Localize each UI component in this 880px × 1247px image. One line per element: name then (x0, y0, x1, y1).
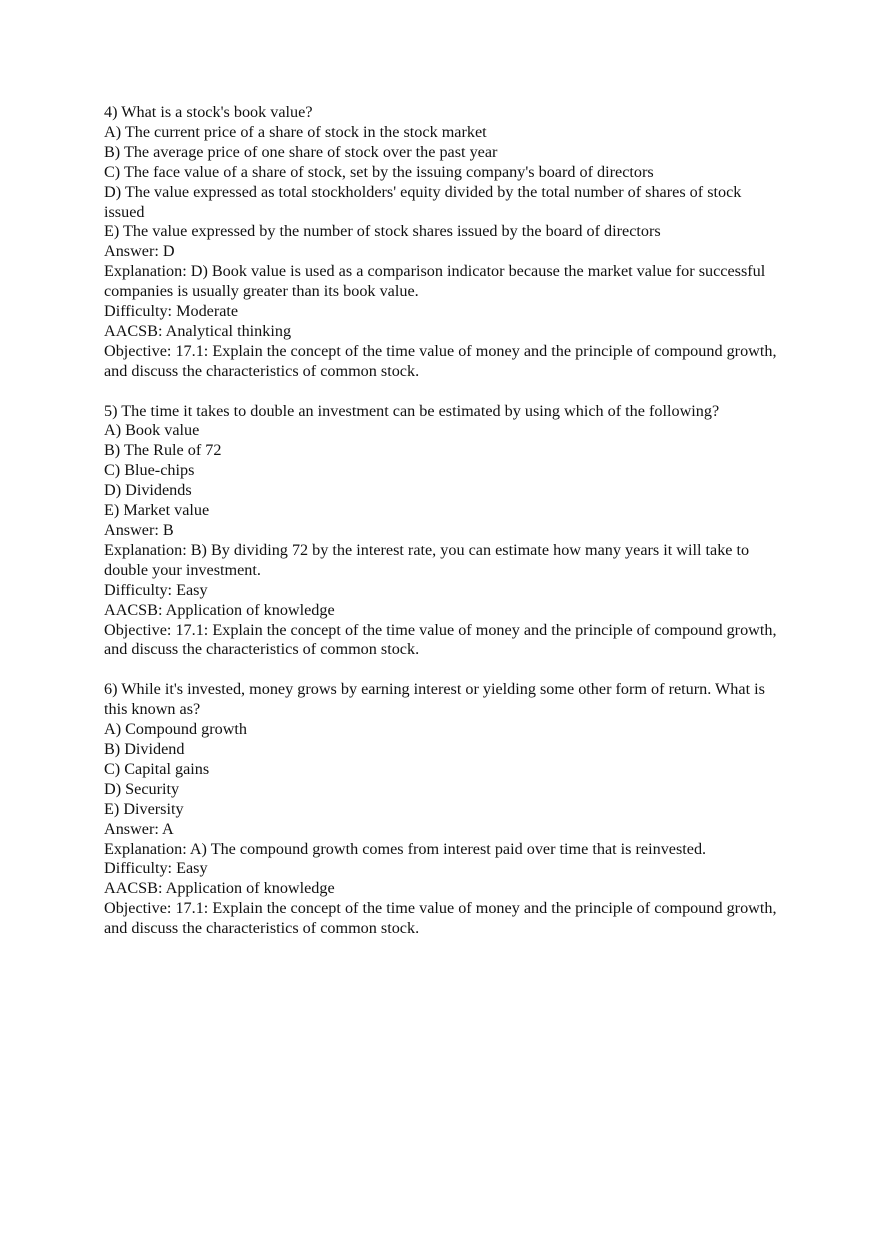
question-prompt: 6) While it's invested, money grows by earning interest or yielding some other form of return. What is this known as? (104, 680, 765, 719)
answer-key: Answer: D (104, 242, 175, 261)
difficulty: Difficulty: Moderate (104, 302, 239, 321)
answer-option-b: B) Dividend (104, 739, 185, 758)
aacsb: AACSB: Application of knowledge (104, 600, 335, 619)
question-prompt: 5) The time it takes to double an investment can be estimated by using which of the following? (104, 401, 720, 420)
answer-option-b: B) The Rule of 72 (104, 441, 222, 460)
answer-option-e: E) Diversity (104, 799, 184, 818)
question-prompt: 4) What is a stock's book value? (104, 103, 313, 121)
answer-key: Answer: A (104, 819, 174, 838)
answer-option-a: A) Book value (104, 421, 200, 440)
answer-option-e: E) The value expressed by the number of stock shares issued by the board of directors (104, 222, 661, 241)
explanation: Explanation: D) Book value is used as a comparison indicator because the market value for successful companies is usually greater than its book value. (104, 262, 766, 301)
answer-option-b: B) The average price of one share of stock over the past year (104, 142, 498, 161)
answer-option-c: C) Blue-chips (104, 461, 195, 480)
answer-option-d: D) Dividends (104, 481, 192, 500)
answer-option-e: E) Market value (104, 501, 210, 520)
answer-option-d: D) Security (104, 779, 180, 798)
difficulty: Difficulty: Easy (104, 580, 208, 599)
difficulty: Difficulty: Easy (104, 859, 208, 878)
answer-option-c: C) Capital gains (104, 759, 210, 778)
answer-key: Answer: B (104, 521, 174, 540)
question-5 (104, 402, 784, 661)
question-6 (104, 680, 784, 939)
answer-option-d: D) The value expressed as total stockholders' equity divided by the total number of shares of stock issued (104, 182, 742, 221)
objective: Objective: 17.1: Explain the concept of the time value of money and the principle of compound growth, and discuss the characteristics of common stock. (104, 341, 777, 380)
answer-option-a: A) The current price of a share of stock in the stock market (104, 122, 487, 141)
answer-option-a: A) Compound growth (104, 720, 247, 739)
objective: Objective: 17.1: Explain the concept of the time value of money and the principle of compound growth, and discuss the characteristics of common stock. (104, 620, 777, 659)
explanation: Explanation: B) By dividing 72 by the interest rate, you can estimate how many years it will take to double your investment. (104, 540, 750, 579)
objective: Objective: 17.1: Explain the concept of the time value of money and the principle of compound growth, and discuss the characteristics of common stock. (104, 899, 777, 938)
document-page (104, 103, 784, 939)
explanation: Explanation: A) The compound growth comes from interest paid over time that is reinvested. (104, 839, 707, 858)
aacsb: AACSB: Application of knowledge (104, 879, 335, 898)
question-4 (104, 103, 784, 382)
answer-option-c: C) The face value of a share of stock, set by the issuing company's board of directors (104, 162, 654, 181)
aacsb: AACSB: Analytical thinking (104, 321, 292, 340)
